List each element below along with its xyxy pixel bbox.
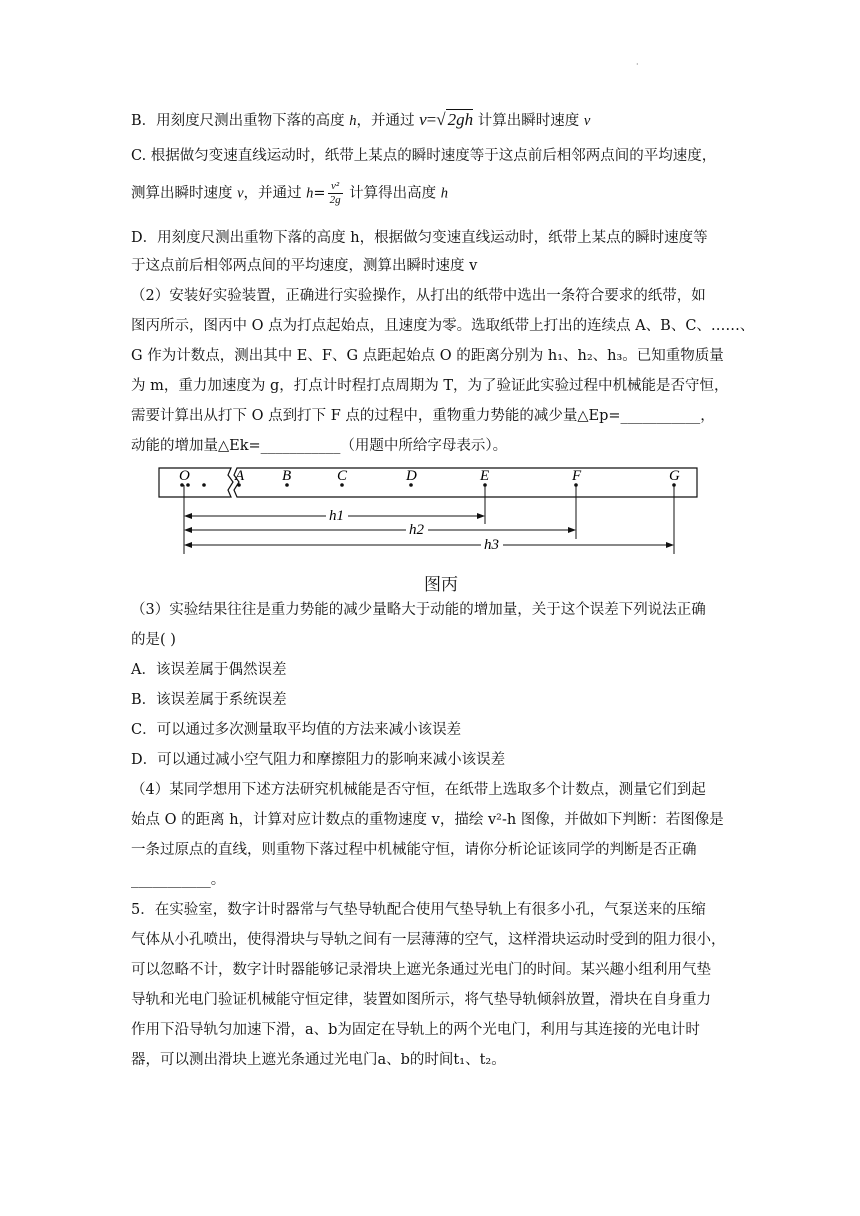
q4-part2-line5: 需要计算出从打下 O 点到打下 F 点的过程中，重物重力势能的减少量△Ep=___________， — [131, 408, 715, 424]
figure-caption: 图丙 — [424, 575, 458, 595]
q4-part3-line1: （3）实验结果往往是重力势能的减少量略大于动能的增加量，关于这个误差下列说法正确 — [131, 602, 706, 618]
q4-part2-line3: G 作为计数点，测出其中 E、F、G 点距起始点 O 的距离分别为 h₁、h₂、h₃。已知重物质量 — [131, 348, 724, 364]
q5-line3: 可以忽略不计，数字计时器能够记录滑块上遮光条通过光电门的时间。某兴趣小组利用气垫 — [131, 962, 711, 978]
option-c-line1: C. 根据做匀变速直线运动时，纸带上某点的瞬时速度等于这点前后相邻两点间的平均速度， — [131, 148, 717, 164]
option-b-text-mid: ，并通过 — [356, 113, 420, 129]
option-b-v: v — [583, 113, 591, 129]
label-b: B — [282, 468, 292, 484]
q4-part4-line4: ___________。 — [131, 872, 226, 888]
label-h1: h1 — [329, 508, 344, 524]
tape-right-segment — [234, 468, 697, 497]
option-d-line1: D．用刻度尺测出重物下落的高度 h，根据做匀变速直线运动时，纸带上某点的瞬时速度等 — [131, 230, 708, 246]
label-d: D — [406, 468, 417, 484]
q4-part4-line1: （4）某同学想用下述方法研究机械能是否守恒，在纸带上选取多个计数点，测量它们到起 — [131, 782, 706, 798]
q4-part4-line2: 始点 O 的距离 h，计算对应计数点的重物速度 v，描绘 v²-h 图像，并做如下判断：若图像是 — [131, 812, 724, 828]
q5-line1: 5．在实验室，数字计时器常与气垫导轨配合使用气垫导轨上有很多小孔，气泵送来的压缩 — [131, 902, 706, 918]
option-b-line — [131, 110, 590, 131]
label-a: A — [235, 468, 245, 484]
paper-tape-figure — [155, 462, 715, 562]
q4-part4-line3: 一条过原点的直线，则重物下落过程中机械能守恒，请你分析论证该同学的判断是否正确 — [131, 842, 697, 858]
label-g: G — [669, 468, 680, 484]
option-d-line2: 于这点前后相邻两点间的平均速度，测算出瞬时速度 v — [131, 258, 478, 274]
q4-part3-line2: 的是( ) — [131, 632, 176, 648]
q4-part2-line2: 图丙所示，图丙中 O 点为打点起始点，且速度为零。选取纸带上打出的连续点 A、B、C、……、 — [131, 318, 755, 334]
dot-o-3 — [202, 483, 206, 487]
q4-part2-line6: 动能的增加量△Ek=___________（用题中所给字母表示）。 — [131, 438, 508, 454]
option-b-text-pre: B．用刻度尺测出重物下落的高度 — [131, 113, 350, 129]
q5-line2: 气体从小孔喷出，使得滑块与导轨之间有一层薄薄的空气，这样滑块运动时受到的阻力很小， — [131, 932, 726, 948]
option-c-line2: 测算出瞬时速度 v，并通过 h= $\frac{\text{v²}}{2g}$ 计算得出高度 h — [131, 180, 449, 206]
q5-line5: 作用下沿导轨匀加速下滑，a、b为固定在导轨上的两个光电门，利用与其连接的光电计时 — [131, 1022, 700, 1038]
label-h2: h2 — [409, 522, 424, 538]
fraction-v2-over-2g: $\frac{\text{v²}}{2g}$ — [329, 180, 341, 206]
q4-part2-line4: 为 m，重力加速度为 g，打点计时程打点周期为 T，为了验证此实验过程中机械能是否守恒， — [131, 378, 729, 394]
label-f: F — [572, 468, 582, 484]
option-b-h: h — [349, 113, 357, 129]
label-e: E — [480, 468, 490, 484]
tape-left-segment — [159, 468, 233, 497]
option-b-text-post: 计算出瞬时速度 — [473, 113, 584, 129]
q4-part3-option-a: A．该误差属于偶然误差 — [131, 662, 287, 678]
formula-v-sqrt-2gh: v=√ 2gh — [419, 110, 474, 129]
q5-line4: 导轨和光电门验证机械能守恒定律，装置如图所示，将气垫导轨倾斜放置，滑块在自身重力 — [131, 992, 711, 1008]
label-c: C — [337, 468, 348, 484]
label-o: O — [179, 468, 190, 484]
q4-part3-option-b: B．该误差属于系统误差 — [131, 692, 287, 708]
label-h3: h3 — [484, 537, 499, 553]
header-mark: · — [636, 60, 639, 69]
q4-part2-line1: （2）安装好实验装置，正确进行实验操作，从打出的纸带中选出一条符合要求的纸带，如 — [131, 288, 706, 304]
q4-part3-option-d: D．可以通过减小空气阻力和摩擦阻力的影响来减小该误差 — [131, 752, 506, 768]
q5-line6: 器，可以测出滑块上遮光条通过光电门a、b的时间t₁、t₂。 — [131, 1052, 506, 1068]
q4-part3-option-c: C．可以通过多次测量取平均值的方法来减小该误差 — [131, 722, 462, 738]
